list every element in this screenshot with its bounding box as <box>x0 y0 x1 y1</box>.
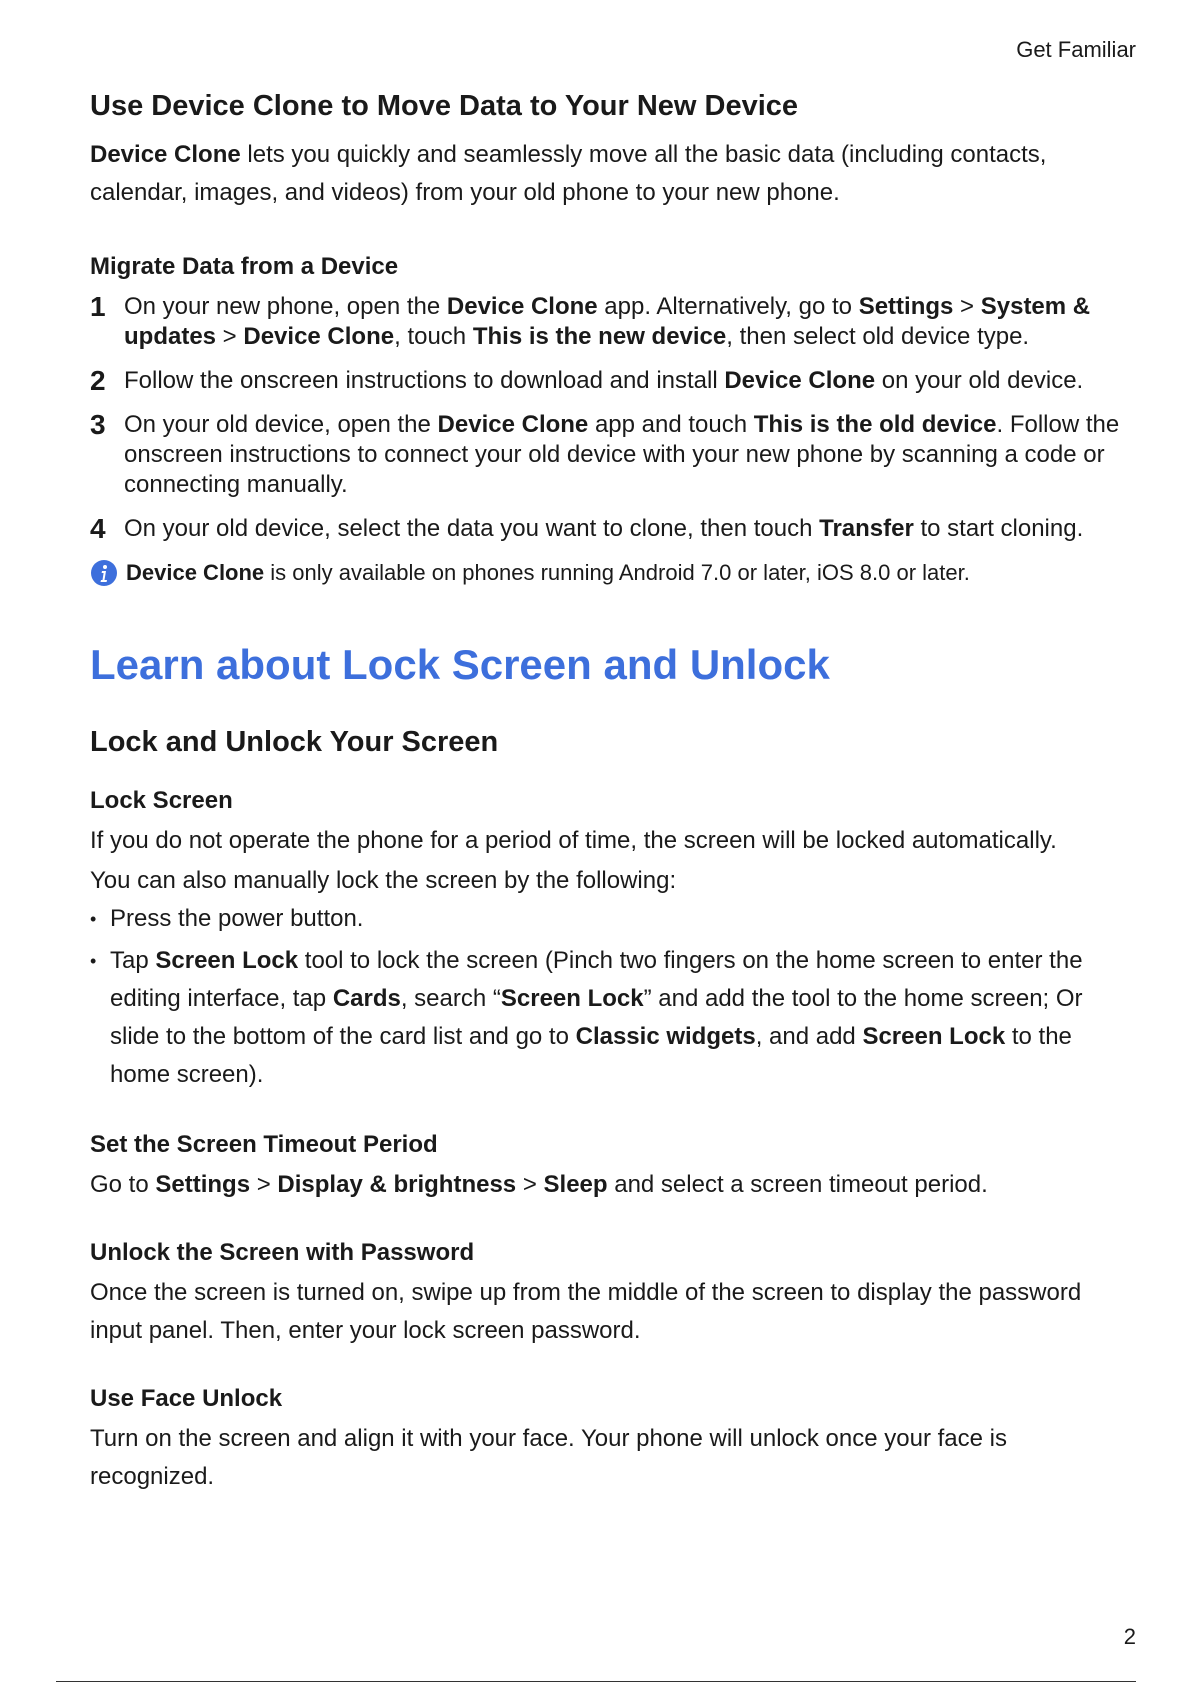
bold-text: Device Clone <box>437 411 589 438</box>
text: On your old device, select the data you want to clone, then touch <box>124 515 820 542</box>
bold-text: Screen Lock <box>155 947 299 974</box>
lock-section-title: Lock and Unlock Your Screen <box>90 726 499 758</box>
text: lets you quickly and seamlessly move all the basic data (including contacts, calendar, images, and videos) from your old phone to your new phone. <box>90 141 1047 206</box>
text: , and add <box>755 1023 863 1050</box>
main-content <box>90 88 1120 1496</box>
text: tool to lock the screen (Pinch two fingers on the home screen to enter the editing interface, tap <box>110 947 1083 1012</box>
bold-text: Classic widgets <box>575 1023 756 1050</box>
migrate-title: Migrate Data from a Device <box>90 253 399 280</box>
bold-text: Cards <box>332 985 401 1012</box>
note-text <box>126 558 970 588</box>
step-text <box>124 514 1120 544</box>
timeout-para <box>90 1166 1120 1204</box>
list-item <box>90 900 1120 938</box>
step-text <box>124 366 1120 396</box>
text: > <box>516 1171 544 1198</box>
step-number: 1 <box>90 291 106 322</box>
text: app. Alternatively, go to <box>597 293 859 320</box>
bullet-icon: • <box>90 909 97 929</box>
bold-text: Transfer <box>819 515 914 542</box>
availability-note <box>90 558 1120 588</box>
bold-text: Device Clone <box>724 367 876 394</box>
face-unlock-title: Use Face Unlock <box>90 1385 283 1412</box>
step-text <box>124 410 1120 500</box>
text: On your old device, open the <box>124 411 438 438</box>
lock-chapter-title: Learn about Lock Screen and Unlock <box>90 641 830 688</box>
text: > <box>953 293 981 320</box>
step-2 <box>90 366 1120 396</box>
text: to start cloning. <box>913 515 1084 542</box>
bold-text: Display & brightness <box>277 1171 517 1198</box>
step-3 <box>90 410 1120 500</box>
step-number: 3 <box>90 409 106 440</box>
bold-text: This is the new device <box>472 323 727 350</box>
lock-para-2: You can also manually lock the screen by the following: <box>90 867 677 894</box>
migrate-steps <box>90 292 1120 544</box>
footer-divider <box>56 1681 1136 1682</box>
device-clone-title: Use Device Clone to Move Data to Your New Device <box>90 90 799 122</box>
text: , touch <box>394 323 473 350</box>
step-4 <box>90 514 1120 544</box>
lock-para-1: If you do not operate the phone for a period of time, the screen will be locked automatically. <box>90 827 1057 854</box>
text: On your new phone, open the <box>124 293 447 320</box>
password-title: Unlock the Screen with Password <box>90 1239 475 1266</box>
step-text <box>124 292 1120 352</box>
text: > <box>250 1171 278 1198</box>
text: and select a screen timeout period. <box>607 1171 988 1198</box>
text: , then select old device type. <box>726 323 1030 350</box>
bold-text: Device Clone <box>243 323 395 350</box>
page-number: 2 <box>1123 1624 1136 1649</box>
password-para: Once the screen is turned on, swipe up from the middle of the screen to display the password input panel. Then, enter your lock screen password. <box>90 1279 1082 1344</box>
bold-text: This is the old device <box>753 411 997 438</box>
bold-text: Screen Lock <box>500 985 644 1012</box>
text: on your old device. <box>875 367 1084 394</box>
bold-text: Device Clone <box>446 293 598 320</box>
bold-text: Screen Lock <box>862 1023 1006 1050</box>
step-number: 4 <box>90 513 106 544</box>
text: Tap <box>110 947 156 974</box>
text: Press the power button. <box>110 905 364 932</box>
text: is only available on phones running Android 7.0 or later, iOS 8.0 or later. <box>264 560 970 585</box>
device-clone-intro <box>90 136 1120 212</box>
text: ” and add the tool to the home screen; Or slide to the bottom of the card list and go to <box>110 985 1083 1050</box>
bullet-icon: • <box>90 951 97 971</box>
lock-screen-title: Lock Screen <box>90 787 233 814</box>
text: . Follow the onscreen instructions to connect your old device with your new phone by scanning a code or connecting manually. <box>124 411 1120 498</box>
chapter-header: Get Familiar <box>1016 37 1136 62</box>
bold-text: Device Clone <box>126 560 265 585</box>
text: to the home screen). <box>110 1023 1072 1088</box>
text: Follow the onscreen instructions to download and install <box>124 367 725 394</box>
bold-text: Sleep <box>543 1171 608 1198</box>
step-1 <box>90 292 1120 352</box>
list-item <box>90 942 1120 1094</box>
face-unlock-para: Turn on the screen and align it with your face. Your phone will unlock once your face is recognized. <box>90 1425 1007 1490</box>
bold-text: System & updates <box>124 293 1091 350</box>
text: , search “ <box>400 985 501 1012</box>
bold-text: Device Clone <box>90 141 241 168</box>
text: Go to <box>90 1171 156 1198</box>
info-icon <box>90 559 118 587</box>
bold-text: Settings <box>858 293 954 320</box>
lock-methods-list <box>90 900 1120 1094</box>
bold-text: Settings <box>155 1171 251 1198</box>
timeout-title: Set the Screen Timeout Period <box>90 1131 438 1158</box>
text: app and touch <box>588 411 754 438</box>
text <box>110 942 1120 1094</box>
step-number: 2 <box>90 365 106 396</box>
text: > <box>216 323 244 350</box>
